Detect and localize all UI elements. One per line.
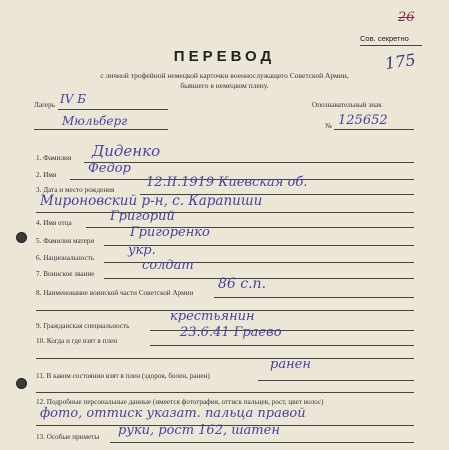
subtitle-line-1: с личной трофейной немецкой карточки военнослужащего Советской Армии,: [100, 71, 349, 80]
classification-underline: [360, 45, 422, 46]
punch-hole: [16, 232, 27, 243]
field-6-label: 6. Национальность: [36, 254, 95, 262]
id-tag-value: 125652: [338, 113, 388, 128]
id-tag-line: [334, 129, 414, 130]
field-1-label: 1. Фамилия: [36, 154, 72, 162]
field-13-line: [110, 442, 414, 443]
camp-value-2: Мюльберг: [62, 114, 128, 128]
field-5-label: 5. Фамилия матери: [36, 237, 95, 245]
field-3-value-2: Мироновский р-н, с. Карапиши: [40, 193, 263, 209]
field-3-line-2: [36, 212, 414, 213]
field-13-label: 13. Особые приметы: [36, 433, 100, 441]
field-1-line: [84, 162, 414, 163]
field-11-line-2: [36, 392, 414, 393]
subtitle-line-2: бывшего в немецком плену.: [180, 81, 269, 90]
field-8-line: [214, 297, 414, 298]
field-11-label: 11. В каком состоянии взят в плен (здоров, болен, ранен): [36, 372, 210, 380]
document-title: ПЕРЕВОД: [173, 48, 276, 65]
field-4-label: 4. Имя отца: [36, 219, 72, 227]
page-number: 26: [398, 10, 415, 25]
id-tag-prefix: №: [325, 122, 332, 130]
field-8-value: 86 с.п.: [218, 276, 267, 292]
field-9-value: крестьянин: [170, 309, 255, 324]
field-5-value: Григоренко: [130, 225, 210, 240]
field-4-value: Григорий: [110, 209, 175, 224]
camp-label: Лагерь: [34, 101, 55, 109]
field-2-label: 2. Имя: [36, 171, 57, 179]
field-8-label: 8. Наименование воинской части Советской Армии: [36, 289, 194, 297]
punch-hole: [16, 378, 27, 389]
field-7-label: 7. Воинское звание: [36, 270, 95, 278]
field-10-line: [150, 345, 414, 346]
field-10-value: 23.6.41 Граево: [180, 325, 282, 340]
sheet-number: 175: [383, 49, 417, 74]
field-9-label: 9. Гражданская специальность: [36, 322, 130, 330]
camp-value: IV Б: [60, 92, 87, 106]
id-tag-label: Опознавательный знак: [312, 101, 382, 109]
field-1-value: Диденко: [92, 142, 161, 160]
field-2-value: Федор: [88, 161, 131, 176]
field-3-value: 12.II.1919 Киевская об.: [146, 175, 308, 190]
field-11-value: ранен: [270, 357, 311, 372]
field-12-label: 12. Подробные персональные данные (имеется фотография, оттиск пальцев, рост, цвет волос): [36, 398, 324, 406]
field-10-label: 10. Когда и где взят в плен: [36, 337, 118, 345]
classification-label: Сов. секретно: [360, 34, 409, 43]
field-12-value: фото, оттиск указат. пальца правой: [40, 406, 306, 421]
field-7-value: солдат: [142, 258, 194, 273]
document-subtitle: [40, 71, 409, 91]
camp-line: [58, 109, 168, 110]
field-6-value: укр.: [128, 243, 156, 258]
field-3-label: 3. Дата и место рождения: [36, 186, 115, 194]
field-10-line-2: [36, 358, 414, 359]
field-11-line: [258, 380, 414, 381]
camp-line-2: [34, 129, 168, 130]
field-13-value: руки, рост 162, шатен: [118, 423, 280, 438]
